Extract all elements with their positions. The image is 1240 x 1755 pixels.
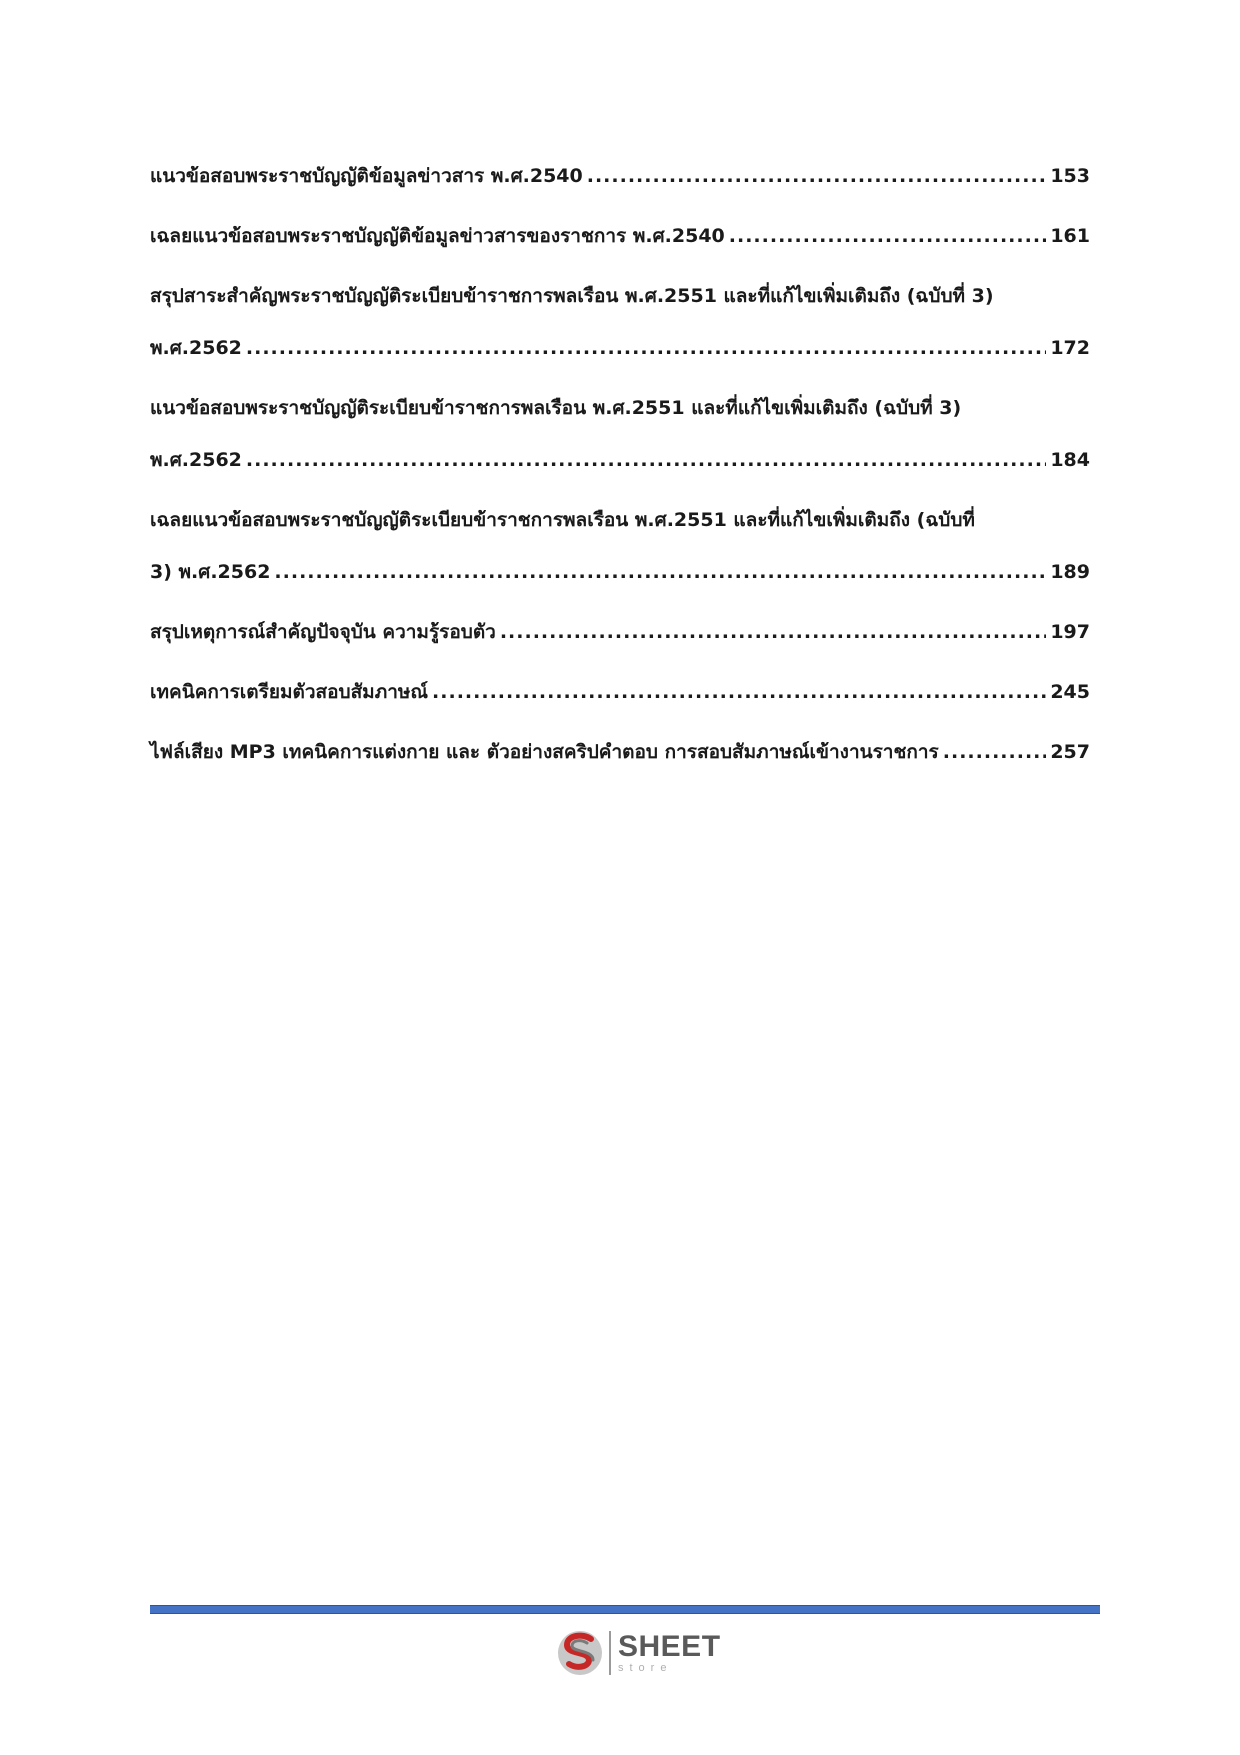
logo-wordmark: [618, 1632, 721, 1674]
toc-entry-title: แนวข้อสอบพระราชบัญญัติระเบียบข้าราชการพลเรือน พ.ศ.2551 และที่แก้ไขเพิ่มเติมถึง (ฉบับที่ 3): [150, 397, 962, 419]
toc-page-number: 245: [1050, 681, 1090, 703]
toc-entry[interactable]: [150, 726, 1090, 778]
toc-leader-dots: [432, 666, 1046, 718]
footer-rule: [150, 1605, 1100, 1614]
toc-entry[interactable]: [150, 606, 1090, 658]
toc-page-number: 184: [1050, 449, 1090, 471]
toc-leader-dots: [274, 546, 1046, 598]
toc-page-number: 197: [1050, 621, 1090, 643]
s-logo-icon: [555, 1627, 605, 1679]
toc-entry[interactable]: [150, 666, 1090, 718]
toc-entry[interactable]: [150, 150, 1090, 202]
toc-entry[interactable]: [150, 270, 1090, 374]
toc-entry[interactable]: [150, 382, 1090, 486]
toc-entry-title: สรุปเหตุการณ์สำคัญปัจจุบัน ความรู้รอบตัว: [150, 621, 496, 643]
toc-leader-dots: [729, 210, 1047, 262]
toc-entry[interactable]: [150, 494, 1090, 598]
logo-sub-text: store: [618, 1662, 673, 1674]
toc-page-number: 172: [1050, 337, 1090, 359]
toc-leader-dots: [246, 322, 1046, 374]
toc-leader-dots: [500, 606, 1046, 658]
toc-entry-title: เทคนิคการเตรียมตัวสอบสัมภาษณ์: [150, 681, 429, 703]
toc-entry-continuation: พ.ศ.2562: [150, 449, 242, 471]
toc-entry-title: เฉลยแนวข้อสอบพระราชบัญญัติระเบียบข้าราชการพลเรือน พ.ศ.2551 และที่แก้ไขเพิ่มเติมถึง (ฉบับที่: [150, 509, 975, 531]
toc-leader-dots: [943, 726, 1047, 778]
toc-entry[interactable]: [150, 210, 1090, 262]
toc-entry-title: เฉลยแนวข้อสอบพระราชบัญญัติข้อมูลข่าวสารของราชการ พ.ศ.2540: [150, 225, 725, 247]
toc-leader-dots: [246, 434, 1046, 486]
toc-entry-title: ไฟล์เสียง MP3 เทคนิคการแต่งกาย และ ตัวอย่างสคริปคำตอบ การสอบสัมภาษณ์เข้างานราชการ: [150, 741, 939, 763]
toc-page-number: 161: [1050, 225, 1090, 247]
toc-entry-title: แนวข้อสอบพระราชบัญญัติข้อมูลข่าวสาร พ.ศ.2540: [150, 165, 583, 187]
toc-page-number: 189: [1050, 561, 1090, 583]
table-of-contents: [150, 150, 1090, 786]
toc-entry-continuation: พ.ศ.2562: [150, 337, 242, 359]
toc-leader-dots: [587, 150, 1047, 202]
logo-brand-text: SHEET: [618, 1630, 721, 1663]
toc-page-number: 257: [1050, 741, 1090, 763]
toc-entry-title: สรุปสาระสำคัญพระราชบัญญัติระเบียบข้าราชการพลเรือน พ.ศ.2551 และที่แก้ไขเพิ่มเติมถึง (ฉบับที่ 3): [150, 285, 994, 307]
sheet-store-logo: [555, 1625, 721, 1681]
toc-entry-continuation: 3) พ.ศ.2562: [150, 561, 271, 583]
toc-page-number: 153: [1050, 165, 1090, 187]
logo-separator: [609, 1631, 611, 1675]
